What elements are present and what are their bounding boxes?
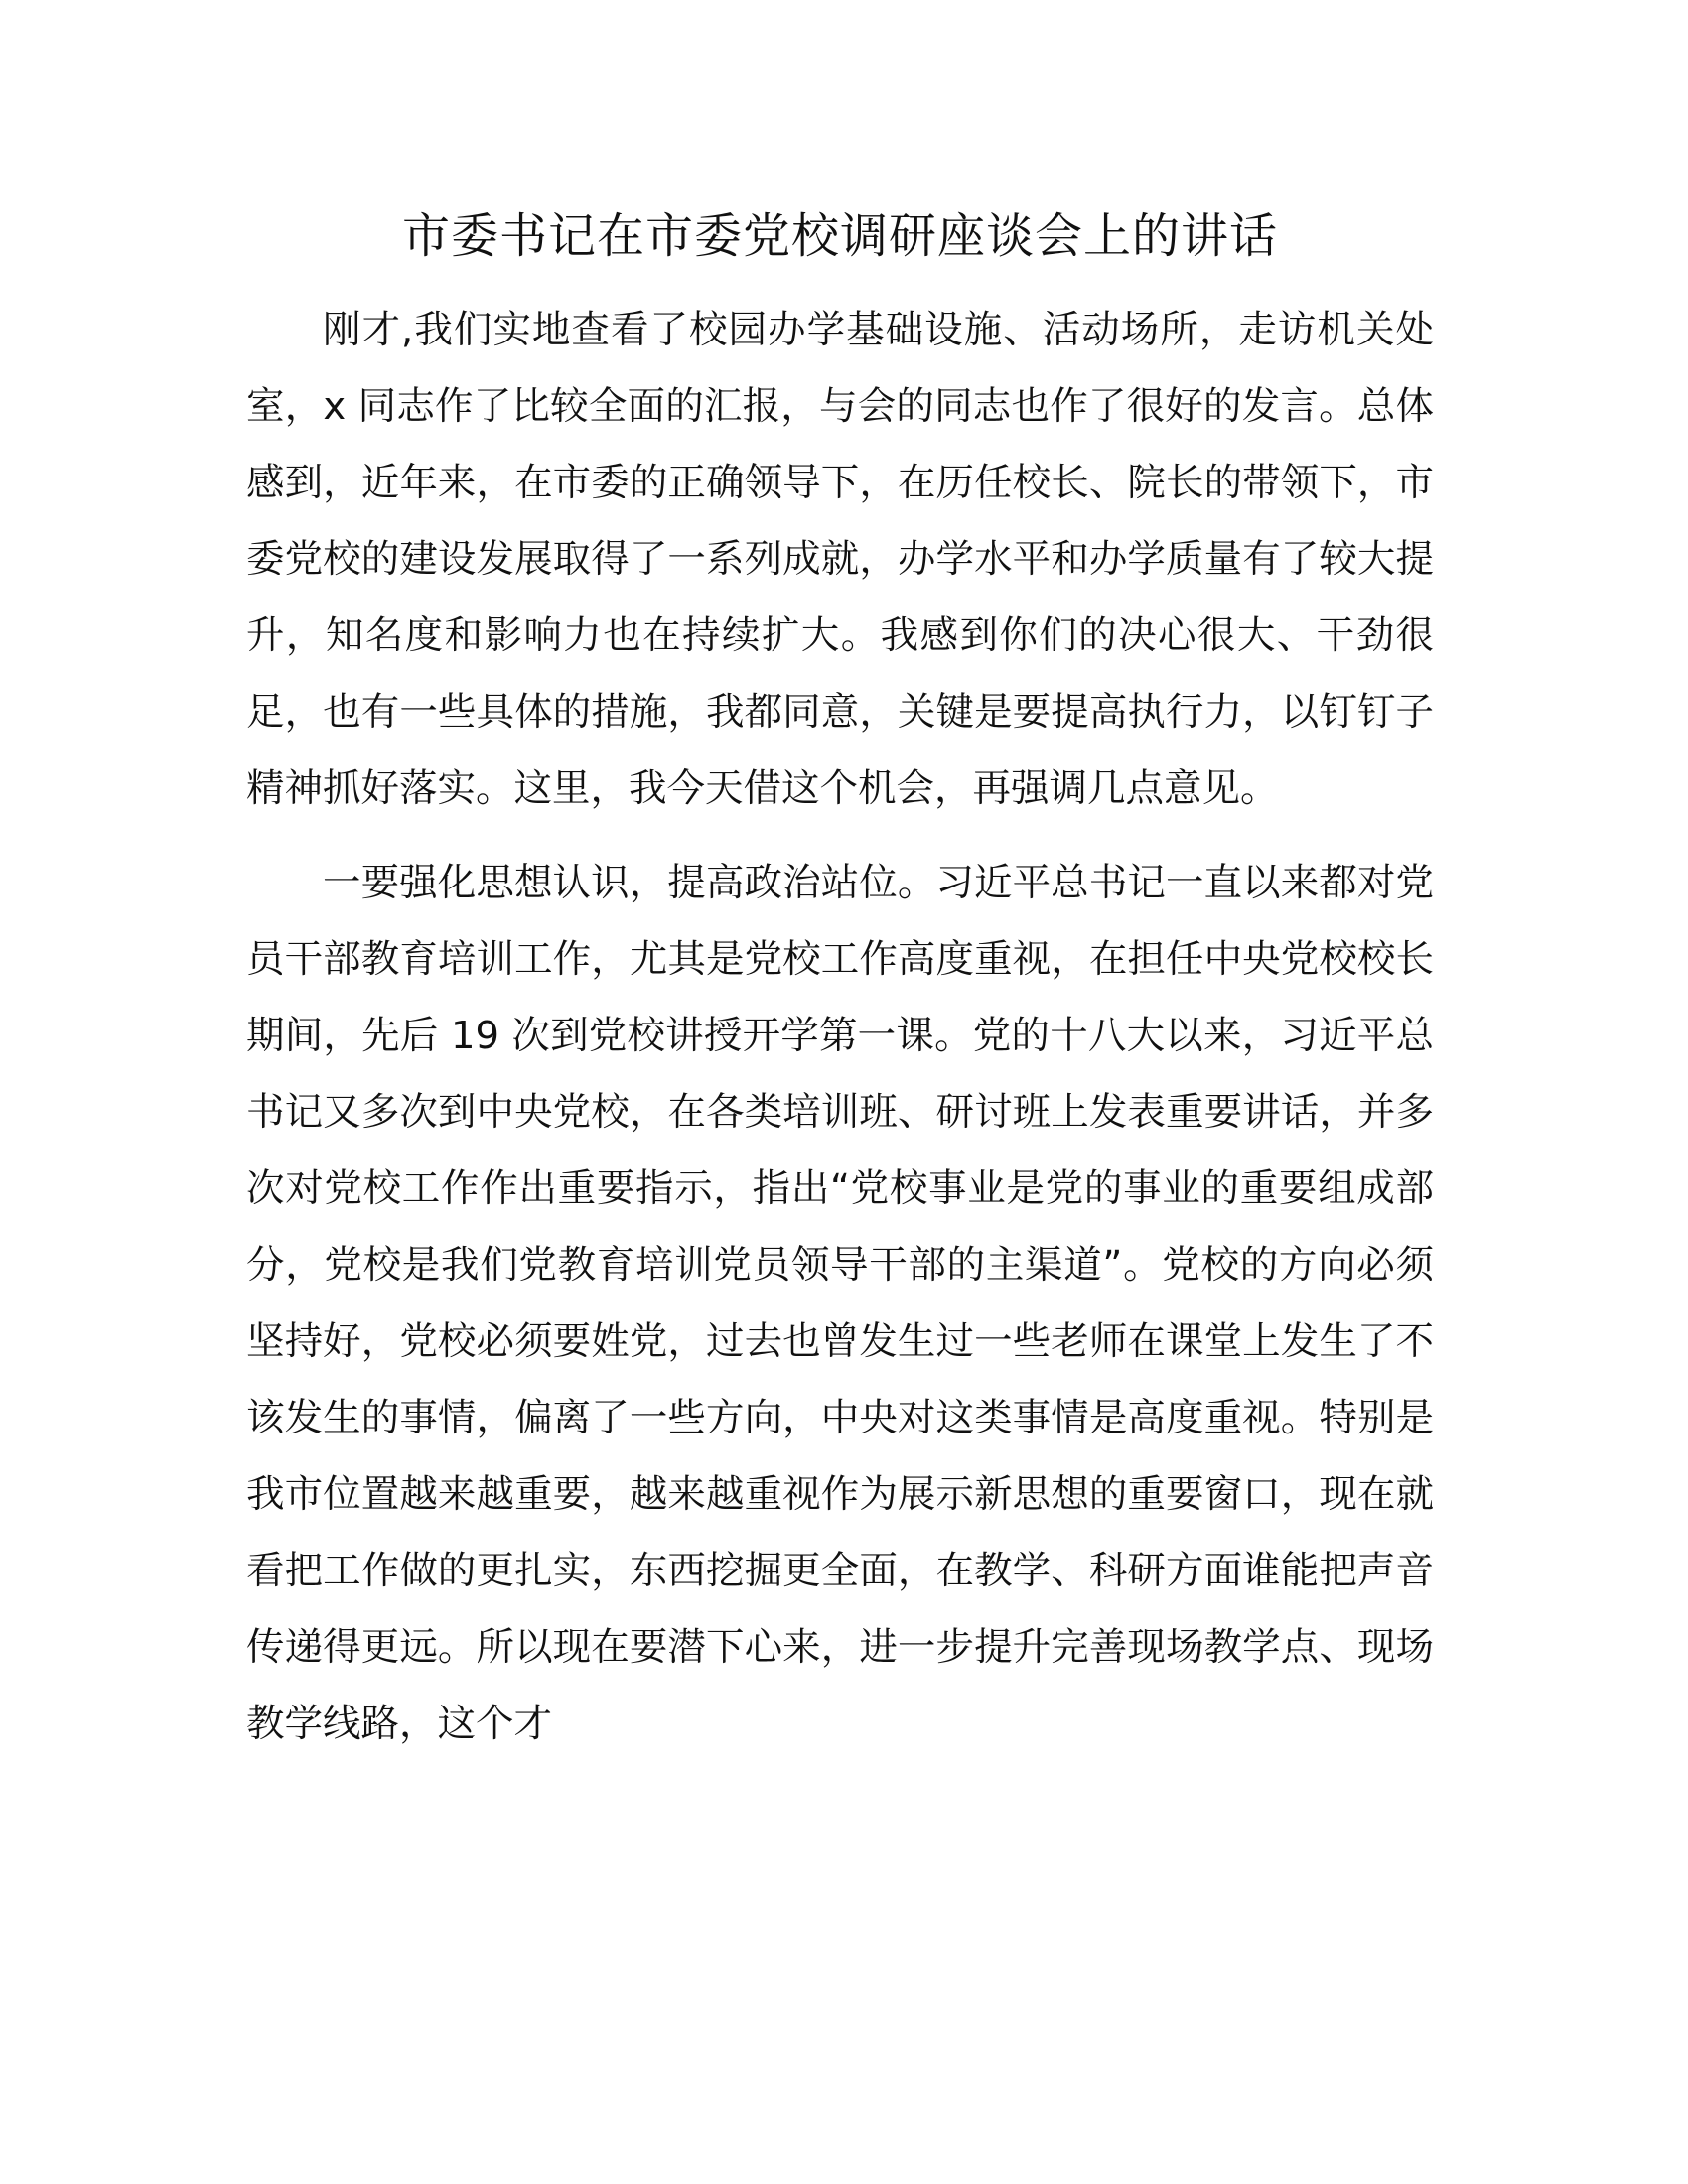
paragraph-intro: 刚才,我们实地查看了校园办学基础设施、活动场所，走访机关处室，x 同志作了比较全面的汇报，与会的同志也作了很好的发言。总体感到，近年来，在市委的正确领导下，在历任校长、院长的带领下，市委党校的建设发展取得了一系列成就，办学水平和办学质量有了较大提升，知名度和影响力也在持续扩大。我感到你们的决心很大、干劲很足，也有一些具体的措施，我都同意，关键是要提高执行力，以钉钉子精神抓好落实。这里，我今天借这个机会，再强调几点意见。 <box>246 308 1434 811</box>
document-body <box>246 195 1434 1780</box>
paragraph-point-one: 一要强化思想认识，提高政治站位。习近平总书记一直以来都对党员干部教育培训工作，尤其是党校工作高度重视，在担任中央党校校长期间，先后 19 次到党校讲授开学第一课。党的十八大以来，习近平总书记又多次到中央党校，在各类培训班、研讨班上发表重要讲话，并多次对党校工作作出重要指示，指出“党校事业是党的事业的重要组成部分，党校是我们党教育培训党员领导干部的主渠道”。党校的方向必须坚持好，党校必须要姓党，过去也曾发生过一些老师在课堂上发生了不该发生的事情，偏离了一些方向，中央对这类事情是高度重视。特别是我市位置越来越重要，越来越重视作为展示新思想的重要窗口，现在就看把工作做的更扎实，东西挖掘更全面，在教学、科研方面谁能把声音传递得更远。所以现在要潜下心来，进一步提升完善现场教学点、现场教学线路，这个才 <box>246 861 1434 1746</box>
document-title: 市委书记在市委党校调研座谈会上的讲话 <box>401 208 1278 264</box>
